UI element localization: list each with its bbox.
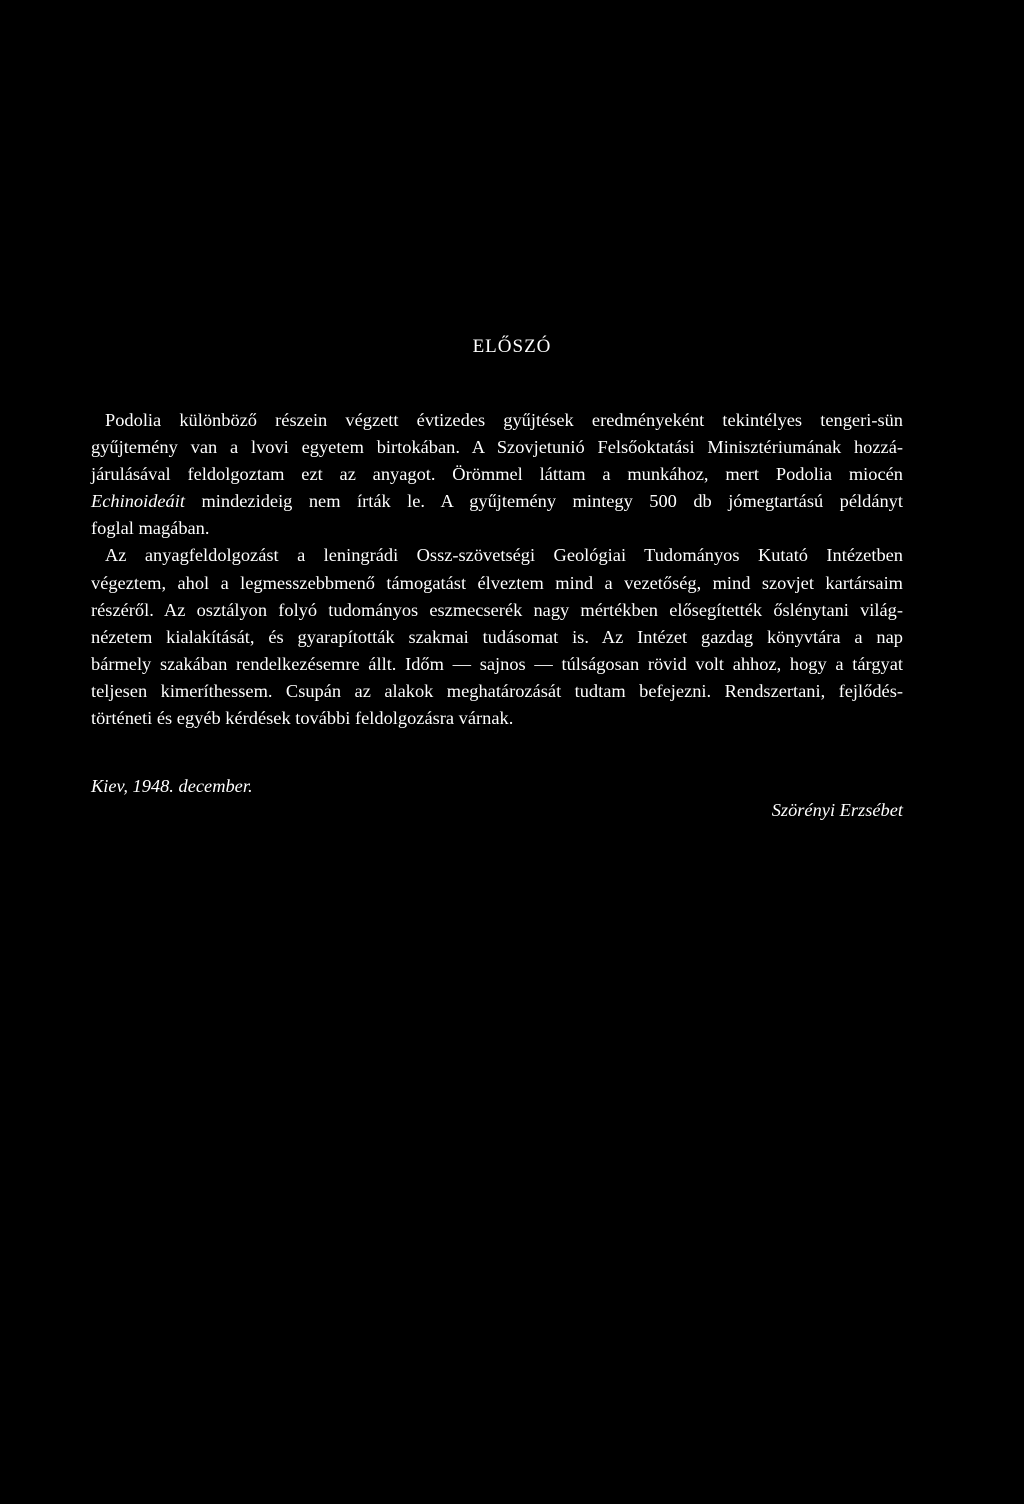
text-line: bármely szakában rendelkezésemre állt. Időm — sajnos — túlságosan rövid volt ahhoz, hogy a tárgyat — [91, 653, 903, 674]
text-line: részéről. Az osztályon folyó tudományos eszmecserék nagy mértékben elősegítették őslénytani világ- — [91, 599, 903, 620]
dateline: Kiev, 1948. december. — [91, 776, 253, 796]
paragraph-1 — [91, 407, 903, 542]
preface-body — [91, 407, 903, 732]
text-line: Az anyagfeldolgozást a leningrádi Ossz-szövetségi Geológiai Tudományos Kutató Intézetben — [105, 545, 903, 566]
text-line: foglal magában. — [91, 518, 210, 539]
text-line-remainder: mindezideig nem írták le. A gyűjtemény mintegy 500 db jómegtartású példányt — [201, 491, 903, 512]
page-heading: ELŐSZÓ — [472, 336, 552, 357]
text-line: teljesen kimeríthessem. Csupán az alakok meghatározását tudtam befejezni. Rendszertani, fejlődés- — [91, 680, 903, 701]
text-line-with-italic — [91, 488, 903, 515]
text-line: gyűjtemény van a lvovi egyetem birtokában. A Szovjetunió Felsőoktatási Minisztériumának hozzá- — [91, 437, 903, 458]
text-line: történeti és egyéb kérdések további feldolgozásra várnak. — [91, 708, 514, 729]
text-line: járulásával feldolgoztam ezt az anyagot. Örömmel láttam a munkához, mert Podolia miocén — [91, 464, 903, 485]
author-signature: Szörényi Erzsébet — [771, 800, 903, 820]
text-line: Podolia különböző részein végzett évtizedes gyűjtések eredményeként tekintélyes tengeri-sün — [105, 410, 903, 430]
paragraph-2 — [91, 542, 903, 732]
text-line: nézetem kialakítását, és gyarapították szakmai tudásomat is. Az Intézet gazdag könyvtára a nap — [91, 626, 903, 647]
italic-term: Echinoideáit — [91, 491, 185, 512]
text-line: végeztem, ahol a legmesszebbmenő támogatást élveztem mind a vezetőség, mind szovjet kartársaim — [91, 572, 903, 593]
